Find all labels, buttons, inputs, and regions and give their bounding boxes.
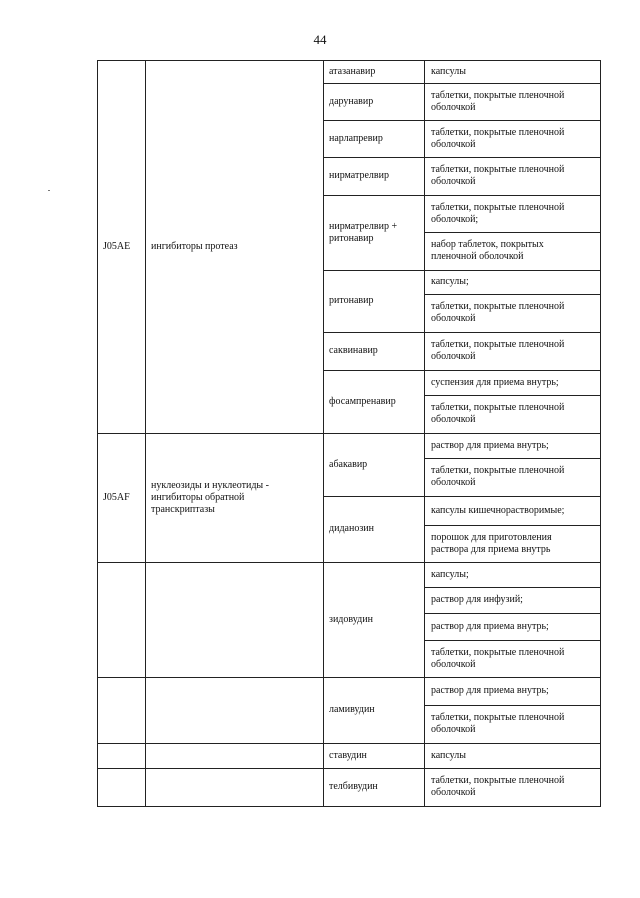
dosage-form: таблетки, покрытые пленочной оболочкой; xyxy=(431,201,565,225)
atc-group-name: ингибиторы протеаз xyxy=(151,240,238,252)
drug-name: дарунавир xyxy=(329,95,374,107)
drug-name: диданозин xyxy=(329,523,374,534)
dosage-form: таблетки, покрытые пленочной оболочкой xyxy=(431,126,565,150)
dosage-form: таблетки, покрытые пленочной оболочкой xyxy=(431,402,565,425)
drug-name: телбивудин xyxy=(329,781,378,792)
drug-name: ламивудин xyxy=(329,704,375,715)
dosage-form: капсулы xyxy=(431,749,466,761)
drug-row-border xyxy=(323,806,424,807)
drug-name: абакавир xyxy=(329,458,368,470)
dosage-form: таблетки, покрытые пленочной оболочкой xyxy=(431,775,565,798)
dosage-form: таблетки, покрытые пленочной оболочкой xyxy=(431,465,565,488)
dosage-form: раствор для приема внутрь; xyxy=(431,685,549,696)
atc-group-name: нуклеозиды и нуклеотиды - ингибиторы обратной транскриптазы xyxy=(151,479,269,515)
dosage-form: капсулы; xyxy=(431,568,469,580)
drug-name: нирматрелвир xyxy=(329,170,389,181)
drug-name: ритонавир xyxy=(329,295,374,306)
group-row-border xyxy=(97,806,323,807)
group-row-border xyxy=(97,768,323,769)
drug-name: нирматрелвир + ритонавир xyxy=(329,220,398,244)
dosage-form: таблетки, покрытые пленочной оболочкой xyxy=(431,339,565,362)
drug-name: нарлапревир xyxy=(329,132,383,144)
dosage-form: таблетки, покрытые пленочной оболочкой xyxy=(431,301,565,324)
drug-name: саквинавир xyxy=(329,345,378,356)
dosage-form: капсулы; xyxy=(431,276,469,287)
dosage-form: набор таблеток, покрытых пленочной оболочкой xyxy=(431,239,544,262)
drug-name: атазанавир xyxy=(329,65,376,77)
dosage-form: раствор для приема внутрь; xyxy=(431,620,549,632)
group-row-border xyxy=(97,677,323,678)
drug-name: фосампренавир xyxy=(329,395,396,407)
group-row-border xyxy=(97,562,323,563)
dosage-form: порошок для приготовления раствора для приема внутрь xyxy=(431,531,552,555)
table-border-vertical xyxy=(600,60,601,807)
drug-name: ставудин xyxy=(329,749,367,761)
dosage-form: капсулы кишечнорастворимые; xyxy=(431,504,565,516)
atc-code: J05AF xyxy=(103,491,130,503)
dosage-form: таблетки, покрытые пленочной оболочкой xyxy=(431,164,565,187)
dosage-form: таблетки, покрытые пленочной оболочкой xyxy=(431,712,565,735)
drug-name: зидовудин xyxy=(329,613,373,625)
atc-code: J05AE xyxy=(103,240,131,252)
group-row-border xyxy=(97,743,323,744)
dosage-form: раствор для приема внутрь; xyxy=(431,439,549,451)
dosage-form: суспензия для приема внутрь; xyxy=(431,376,559,388)
dosage-form: таблетки, покрытые пленочной оболочкой xyxy=(431,89,565,113)
dosage-form: таблетки, покрытые пленочной оболочкой xyxy=(431,646,565,670)
page-number: 44 xyxy=(313,32,327,47)
dosage-form: капсулы xyxy=(431,65,466,77)
form-row-border xyxy=(424,806,600,807)
dosage-form: раствор для инфузий; xyxy=(431,594,523,605)
